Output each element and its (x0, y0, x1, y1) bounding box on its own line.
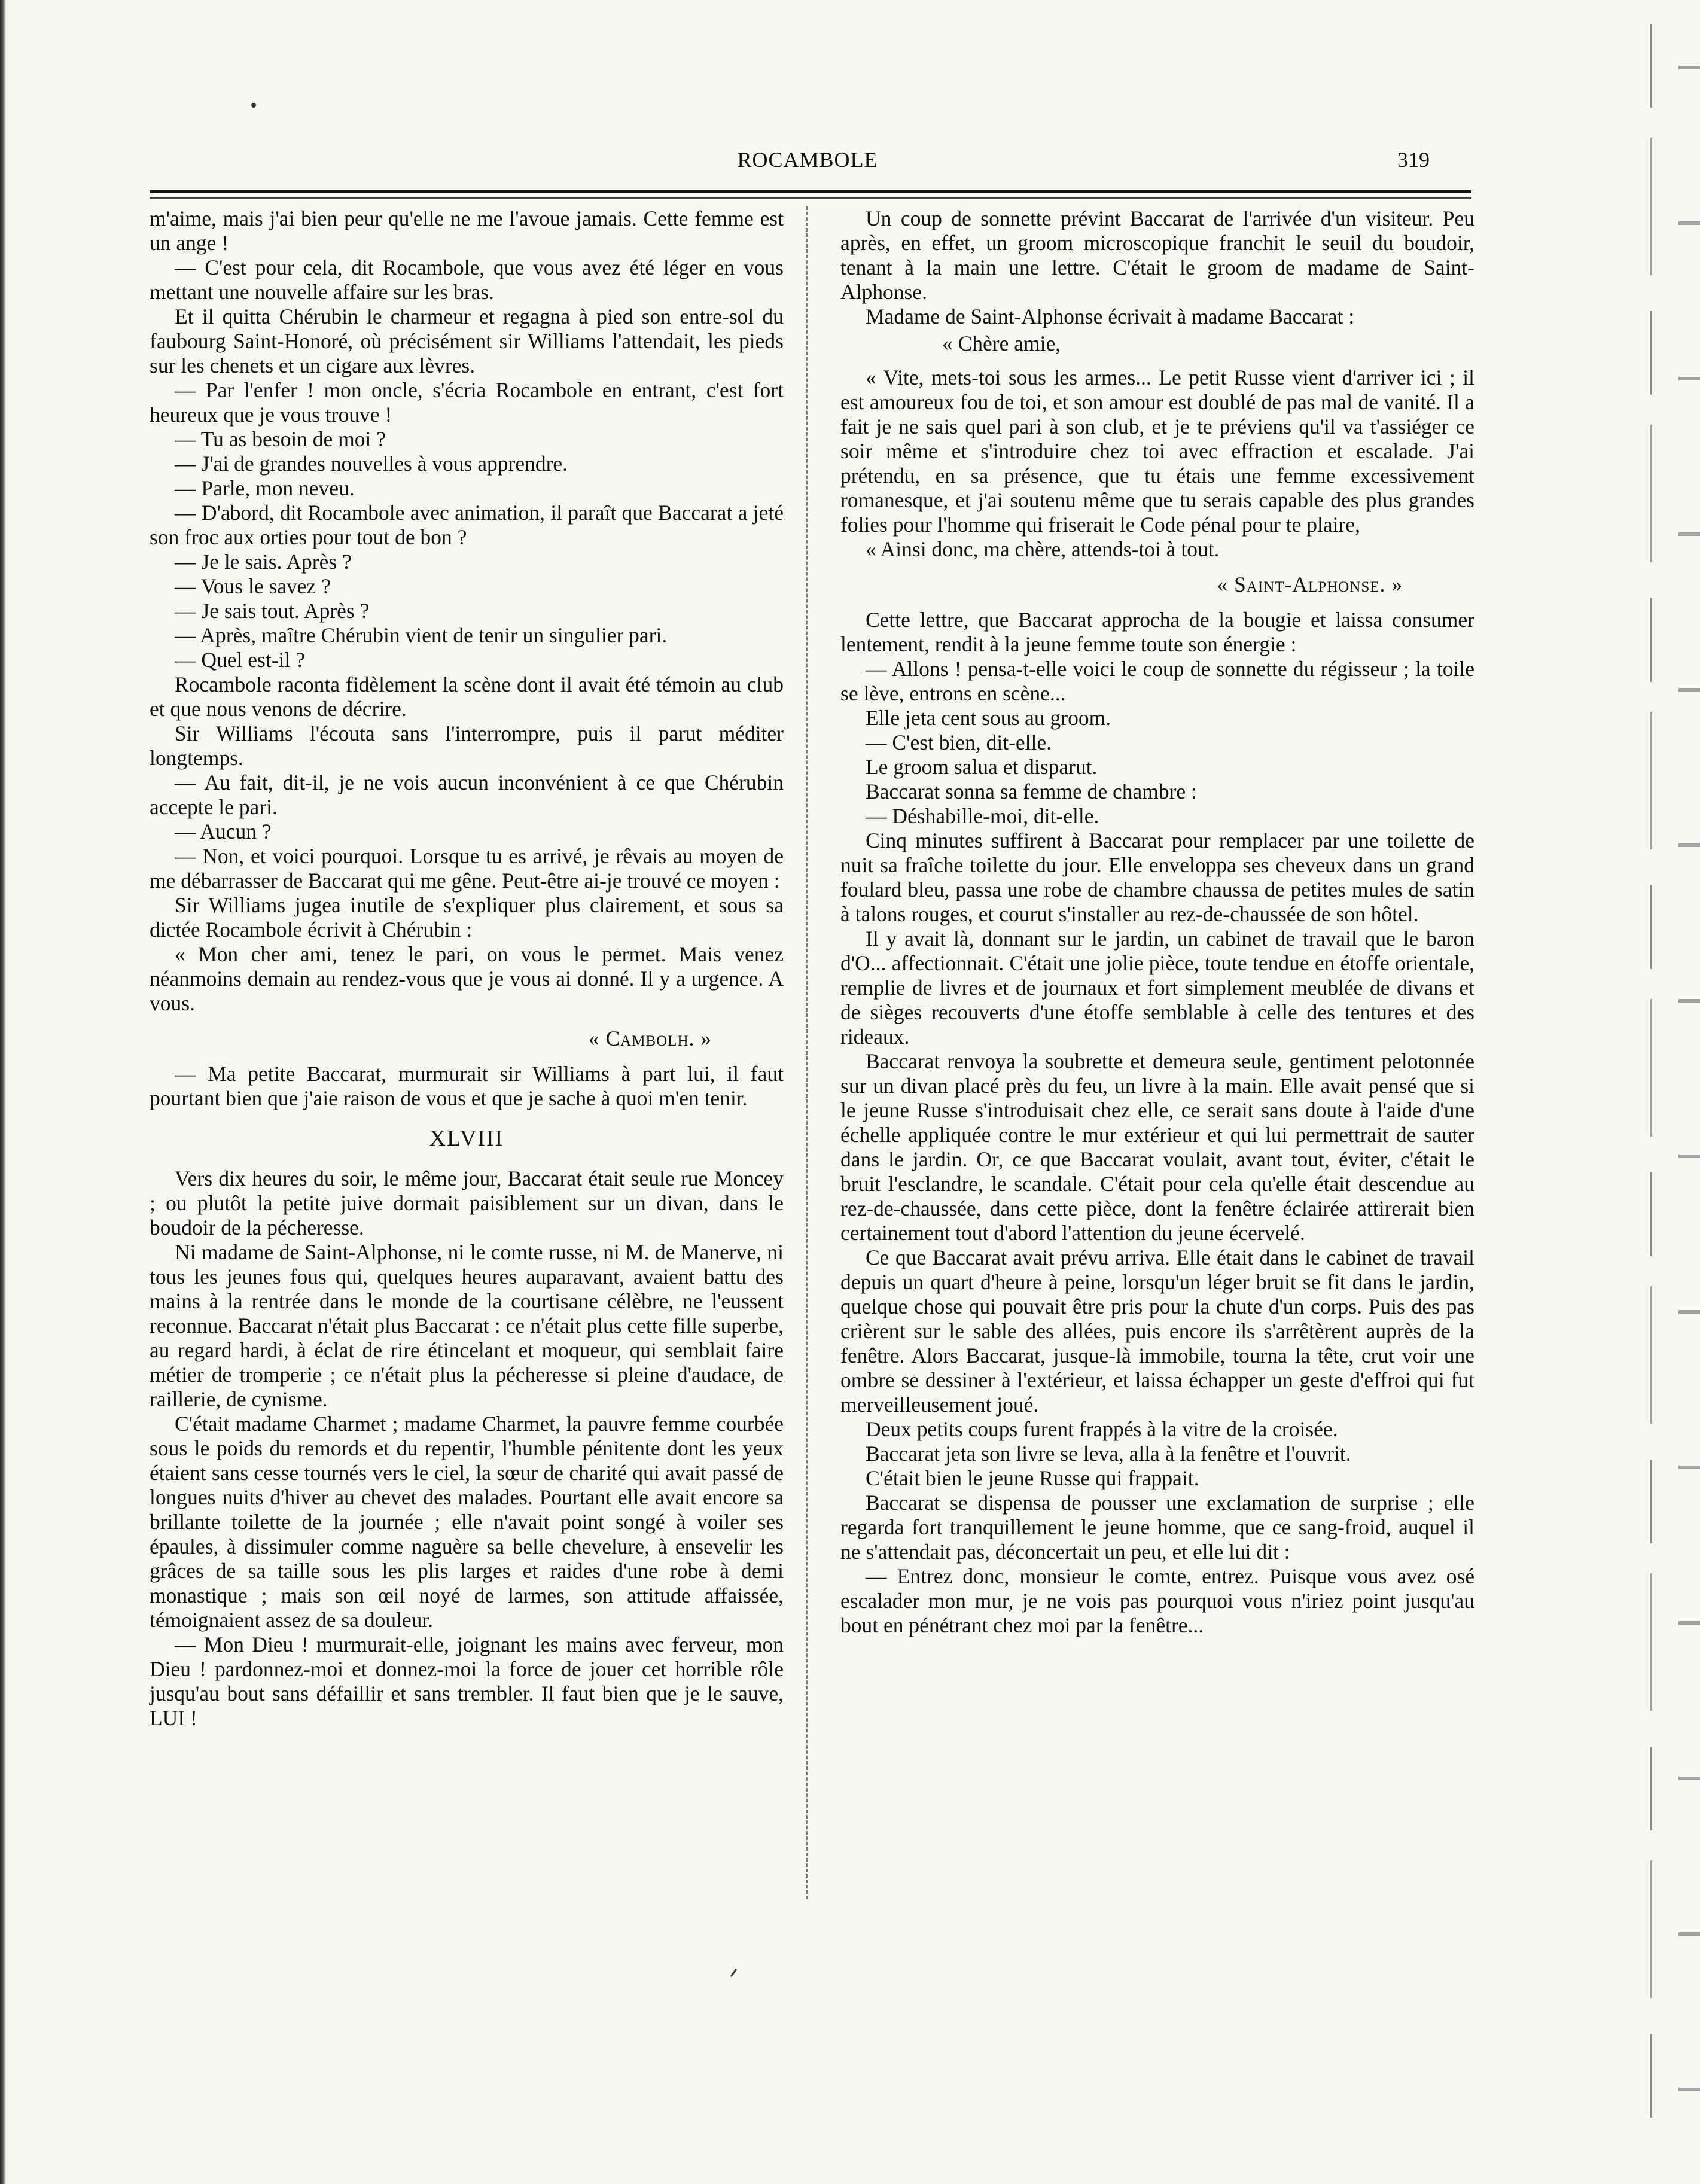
paragraph: — Par l'enfer ! mon oncle, s'écria Rocambole en entrant, c'est fort heureux que je vous trouve ! (150, 378, 784, 427)
page-number: 319 (1397, 148, 1430, 172)
paragraph: C'était madame Charmet ; madame Charmet, la pauvre femme courbée sous le poids du remords et du repentir, l'humble pénitente dont les yeux étaient sans cesse tournés vers le ciel, la sœur de charité qui avait passé de longues nuits d'hiver au chevet des malades. Pourtant elle avait encore sa brillante toilette de la journée ; elle n'avait point songé à voiler ses épaules, à dissimuler comme naguère sa belle chevelure, à ensevelir les grâces de sa taille sous les plis larges et raides d'une robe à demi monastique ; mais son œil noyé de larmes, son attitude affaissée, témoignaient assez de sa douleur. (150, 1412, 784, 1632)
paragraph: Elle jeta cent sous au groom. (866, 706, 1111, 730)
paragraph: — Au fait, dit-il, je ne vois aucun inconvénient à ce que Chérubin accepte le pari. (150, 770, 784, 819)
paragraph: Il y avait là, donnant sur le jardin, un cabinet de travail que le baron d'O... affectionnait. C'était une jolie pièce, toute tendue en étoffe orientale, remplie de livres et de journaux et fort simplement meublée de divans et de sièges recouverts d'une étoffe semblable à celle des tentures et des rideaux. (840, 927, 1474, 1049)
ink-mark (730, 1969, 738, 1978)
right-column (840, 206, 1474, 1638)
paragraph: Rocambole raconta fidèlement la scène dont il avait été témoin au club et que nous venons de décrire. (150, 672, 784, 721)
paragraph: Vers dix heures du soir, le même jour, Baccarat était seule rue Moncey ; ou plutôt la petite juive dormait paisiblement sur un divan, dans le boudoir de la pécheresse. (150, 1166, 784, 1239)
paragraph: C'était bien le jeune Russe qui frappait. (866, 1466, 1199, 1490)
paragraph: Cinq minutes suffirent à Baccarat pour remplacer par une toilette de nuit sa fraîche toilette du jour. Elle enveloppa ses cheveux dans un grand foulard bleu, passa une robe de chambre chaussa de petites mules de satin à talons rouges, et courut s'installer au rez-de-chaussée de son hôtel. (840, 828, 1474, 926)
paragraph: — Ma petite Baccarat, murmurait sir Williams à part lui, il faut pourtant bien que j'aie raison de vous et que je sache à quoi m'en tenir. (150, 1062, 784, 1110)
paragraph: Ni madame de Saint-Alphonse, ni le comte russe, ni M. de Manerve, ni tous les jeunes fous qui, quelques heures auparavant, avaient battu des mains à la rentrée dans le monde de la courtisane célèbre, ne l'eussent reconnue. Baccarat n'était plus Baccarat : ce n'était plus cette fille superbe, au regard hardi, à éclat de rire étincelant et moqueur, qui semblait faire métier de tromperie ; ce n'était plus la pécheresse si pleine d'audace, de raillerie, de cynisme. (150, 1240, 784, 1411)
paragraph: Sir Williams l'écouta sans l'interrompre, puis il parut méditer longtemps. (150, 721, 784, 770)
paragraph: Deux petits coups furent frappés à la vitre de la croisée. (866, 1417, 1338, 1441)
paragraph: Baccarat se dispensa de pousser une exclamation de surprise ; elle regarda fort tranquillement le jeune homme, que ce sang-froid, auquel il ne s'attendait pas, déconcertait un peu, et elle lui dit : (840, 1491, 1474, 1564)
header-rule-thick (150, 190, 1471, 193)
paragraph: — D'abord, dit Rocambole avec animation, il paraît que Baccarat a jeté son froc aux orties pour tout de bon ? (150, 501, 784, 549)
paragraph: — Entrez donc, monsieur le comte, entrez. Puisque vous avez osé escalader mon mur, je ne vois pas pourquoi vous n'iriez point jusqu'au bout en pénétrant chez moi par la fenêtre... (840, 1564, 1474, 1637)
book-binding-edge (0, 0, 6, 2184)
paragraph: — Mon Dieu ! murmurait-elle, joignant les mains avec ferveur, mon Dieu ! pardonnez-moi et donnez-moi la force de jouer cet horrible rôle jusqu'au bout sans défaillir et sans trembler. Il faut bien que je le sauve, LUI ! (150, 1632, 784, 1730)
paragraph: Madame de Saint-Alphonse écrivait à madame Baccarat : (866, 304, 1355, 328)
paragraph: — Déshabille-moi, dit-elle. (866, 804, 1099, 828)
paragraph: — Je sais tout. Après ? (175, 599, 370, 623)
chapter-heading: XLVIII (429, 1126, 504, 1151)
letter-signature: « Saint-Alphonse. » (1217, 572, 1403, 596)
paragraph: Baccarat renvoya la soubrette et demeura seule, gentiment pelotonnée sur un divan placé près du feu, un livre à la main. Elle avait pensé que si le jeune Russe s'introduisait chez elle, ce serait sans doute à l'aide d'une échelle appliquée contre le mur extérieur et qui lui permettrait de sauter dans le jardin. Or, ce que Baccarat voulait, avant tout, éviter, c'était le bruit l'esclandre, le scandale. C'était pour cela qu'elle était descendue au rez-de-chaussée, dans cette pièce, dont la fenêtre éclairée attirerait bien certainement tout d'abord l'attention du jeune écervelé. (840, 1049, 1474, 1245)
column-divider (806, 206, 808, 1899)
page-edge-shadow (1678, 0, 1700, 2184)
paragraph: — Parle, mon neveu. (175, 476, 355, 500)
paragraph: — Quel est-il ? (175, 648, 305, 672)
paragraph: — Vous le savez ? (175, 574, 331, 598)
paragraph: — Non, et voici pourquoi. Lorsque tu es arrivé, je rêvais au moyen de me débarrasser de Baccarat qui me gêne. Peut-être ai-je trouvé ce moyen : (150, 844, 784, 893)
running-title: ROCAMBOLE (737, 148, 878, 172)
paragraph: — C'est bien, dit-elle. (866, 730, 1052, 754)
letter-paragraph: « Vite, mets-toi sous les armes... Le petit Russe vient d'arriver ici ; il est amoureux fou de toi, et son amour est doublé de pas mal de vanité. Il a fait je ne sais quel pari à son club, et je te préviens qu'il va t'assiéger ce soir même et s'introduire chez toi avec effraction et escalade. J'ai prétendu, en sa présence, que tu étais une femme excessivement romanesque, et j'ai soutenu même que tu serais capable des plus grandes folies pour l'homme qui friserait le Code pénal pour te plaire, (840, 365, 1474, 537)
paragraph: Un coup de sonnette prévint Baccarat de l'arrivée d'un visiteur. Peu après, en effet, un groom microscopique franchit le seuil du boudoir, tenant à la main une lettre. C'était le groom de madame de Saint-Alphonse. (840, 206, 1474, 304)
paragraph: — Après, maître Chérubin vient de tenir un singulier pari. (175, 623, 668, 647)
letter-salutation: « Chère amie, (942, 331, 1061, 355)
paragraph: — J'ai de grandes nouvelles à vous apprendre. (175, 452, 568, 476)
letter-paragraph: « Mon cher ami, tenez le pari, on vous le permet. Mais venez néanmoins demain au rendez-vous que je vous ai donné. Il y a urgence. A vous. (150, 942, 784, 1015)
paragraph: Ce que Baccarat avait prévu arriva. Elle était dans le cabinet de travail depuis un quart d'heure à peine, lorsqu'un léger bruit se fit dans le jardin, quelque chose qui pouvait être pris pour la chute d'un corps. Puis des pas crièrent sur le sable des allées, puis encore ils s'arrêtèrent auprès de la fenêtre. Alors Baccarat, jusque-là immobile, tourna la tête, crut voir une ombre se dessiner à l'extérieur, et laissa échapper un geste d'effroi qui fut merveilleusement joué. (840, 1245, 1474, 1417)
running-header (150, 147, 1466, 177)
paragraph: Le groom salua et disparut. (866, 755, 1098, 779)
paragraph: — Je le sais. Après ? (175, 550, 352, 574)
letter-paragraph: « Ainsi donc, ma chère, attends-toi à tout. (866, 537, 1220, 561)
letter-signature: « Cambolh. » (588, 1026, 712, 1050)
paragraph: Baccarat sonna sa femme de chambre : (866, 779, 1197, 803)
paragraph: — Allons ! pensa-t-elle voici le coup de sonnette du régisseur ; la toile se lève, entrons en scène... (840, 657, 1474, 705)
header-rule-thin (150, 197, 1471, 199)
paragraph: Sir Williams jugea inutile de s'expliquer plus clairement, et sous sa dictée Rocambole écrivit à Chérubin : (150, 893, 784, 942)
paragraph: — Tu as besoin de moi ? (175, 427, 386, 451)
paragraph: Cette lettre, que Baccarat approcha de la bougie et laissa consumer lentement, rendit à la jeune femme toute son énergie : (840, 608, 1474, 656)
paragraph: Et il quitta Chérubin le charmeur et regagna à pied son entre-sol du faubourg Saint-Honoré, où précisément sir Williams l'attendait, les pieds sur les chenets et un cigare aux lèvres. (150, 304, 784, 377)
ink-speck (251, 103, 256, 108)
page-edge-line (1650, 24, 1652, 2142)
paragraph: — C'est pour cela, dit Rocambole, que vous avez été léger en vous mettant une nouvelle affaire sur les bras. (150, 255, 784, 304)
left-column (150, 206, 784, 1731)
paragraph: — Aucun ? (175, 820, 272, 843)
paragraph: m'aime, mais j'ai bien peur qu'elle ne me l'avoue jamais. Cette femme est un ange ! (150, 206, 784, 255)
paragraph: Baccarat jeta son livre se leva, alla à la fenêtre et l'ouvrit. (866, 1442, 1351, 1466)
